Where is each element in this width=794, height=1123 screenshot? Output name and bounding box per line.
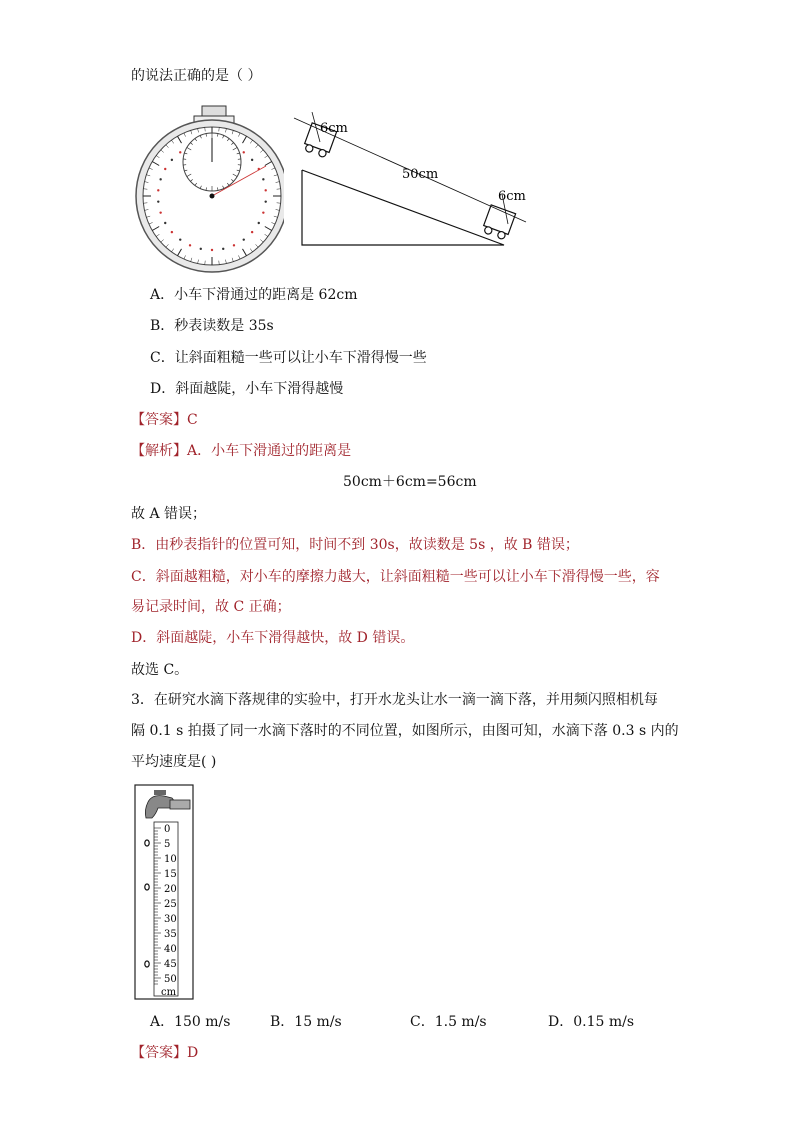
ruler-unit: cm [161, 987, 177, 998]
answer-label: 【答案】 [131, 412, 187, 428]
stopwatch-numeral-mark [222, 248, 224, 250]
stopwatch-numeral-mark [159, 211, 161, 213]
stopwatch-numeral-mark [251, 159, 253, 161]
stopwatch-numeral-mark [265, 200, 267, 202]
analysis-line-3: B．由秒表指针的位置可知，时间不到 30s，故读数是 5s ，故 B 错误； [131, 537, 579, 553]
q3-line-2: 隔 0.1 s 拍摄了同一水滴下落时的不同位置，如图所示，由图可知，水滴下落 0.3 s 内的 [131, 723, 679, 739]
option-c: C．让斜面粗糙一些可以让小车下滑得慢一些 [150, 350, 427, 366]
q3-option-b: B．15 m/s [270, 1014, 342, 1030]
option-b: B．秒表读数是 35s [150, 318, 274, 334]
ruler-label: 20 [164, 884, 177, 895]
answer-row [131, 410, 198, 430]
analysis-line-2: 故 A 错误； [131, 506, 207, 522]
ruler-label: 50 [164, 974, 177, 985]
ruler-label: 10 [164, 854, 177, 865]
q3-line-1: 3．在研究水滴下落规律的实验中，打开水龙头让水一滴一滴下落，并用频闪照相机每 [131, 692, 658, 708]
ruler-label: 40 [164, 944, 177, 955]
ruler-label: 25 [164, 899, 177, 910]
question-stem-tail: 的说法正确的是（ ） [131, 68, 262, 84]
stopwatch-numeral-mark [265, 189, 267, 191]
water-drop [145, 961, 149, 967]
stopwatch-numeral-mark [211, 249, 213, 251]
analysis-row [131, 441, 351, 461]
q3-option-d: D．0.15 m/s [548, 1014, 635, 1030]
stopwatch-numeral-mark [164, 222, 166, 224]
incline-figure [290, 112, 530, 252]
stopwatch-numeral-mark [262, 211, 264, 213]
stopwatch-numeral-mark [200, 248, 202, 250]
stopwatch-numeral-mark [159, 178, 161, 180]
answer-value: C [187, 412, 198, 428]
stopwatch-figure [134, 104, 284, 276]
ruler-label: 30 [164, 914, 177, 925]
ruler-label: 0 [164, 824, 171, 835]
stopwatch-numeral-mark [243, 238, 245, 240]
water-drop [145, 884, 149, 890]
q3-option-c: C．1.5 m/s [410, 1014, 487, 1030]
q3-option-a: A．150 m/s [150, 1014, 231, 1030]
stopwatch-numeral-mark [171, 231, 173, 233]
cart-bottom [481, 205, 515, 241]
stopwatch-numeral-mark [157, 189, 159, 191]
ruler-label: 35 [164, 929, 177, 940]
stopwatch-numeral-mark [179, 151, 181, 153]
stopwatch-numeral-mark [189, 244, 191, 246]
ruler-label: 45 [164, 959, 177, 970]
label-6cm-top: 6cm [320, 121, 348, 136]
ruler-label: 5 [164, 839, 171, 850]
q3-line-3: 平均速度是( ) [131, 754, 217, 770]
stopwatch-numeral-mark [243, 151, 245, 153]
option-d: D．斜面越陡，小车下滑得越慢 [150, 381, 344, 397]
stopwatch-numeral-mark [179, 238, 181, 240]
stopwatch-numeral-mark [157, 200, 159, 202]
label-50cm: 50cm [402, 167, 439, 182]
stopwatch-numeral-mark [262, 178, 264, 180]
q3-answer-label: 【答案】 [131, 1045, 187, 1061]
analysis-line-5: D．斜面越陡，小车下滑得越快，故 D 错误。 [131, 630, 415, 646]
analysis-formula: 50cm＋6cm=56cm [343, 474, 477, 490]
analysis-label: 【解析】 [131, 443, 187, 459]
analysis-line-4b: 易记录时间，故 C 正确； [131, 599, 291, 615]
label-6cm-right: 6cm [498, 189, 526, 204]
q3-answer-value: D [187, 1045, 199, 1061]
option-a: A．小车下滑通过的距离是 62cm [150, 287, 358, 303]
analysis-line-4a: C．斜面越粗糙，对小车的摩擦力越大，让斜面粗糙一些可以让小车下滑得慢一些，容 [131, 569, 660, 585]
faucet-ruler-figure [134, 784, 198, 1004]
stopwatch-numeral-mark [171, 159, 173, 161]
q3-answer-row [131, 1043, 198, 1063]
analysis-line-6: 故选 C。 [131, 662, 189, 678]
ruler-label: 15 [164, 869, 177, 880]
stopwatch-numeral-mark [233, 244, 235, 246]
water-drop [145, 840, 149, 846]
stopwatch-numeral-mark [258, 222, 260, 224]
stopwatch-numeral-mark [164, 168, 166, 170]
analysis-line-1: A．小车下滑通过的距离是 [187, 443, 352, 459]
stopwatch-numeral-mark [251, 231, 253, 233]
